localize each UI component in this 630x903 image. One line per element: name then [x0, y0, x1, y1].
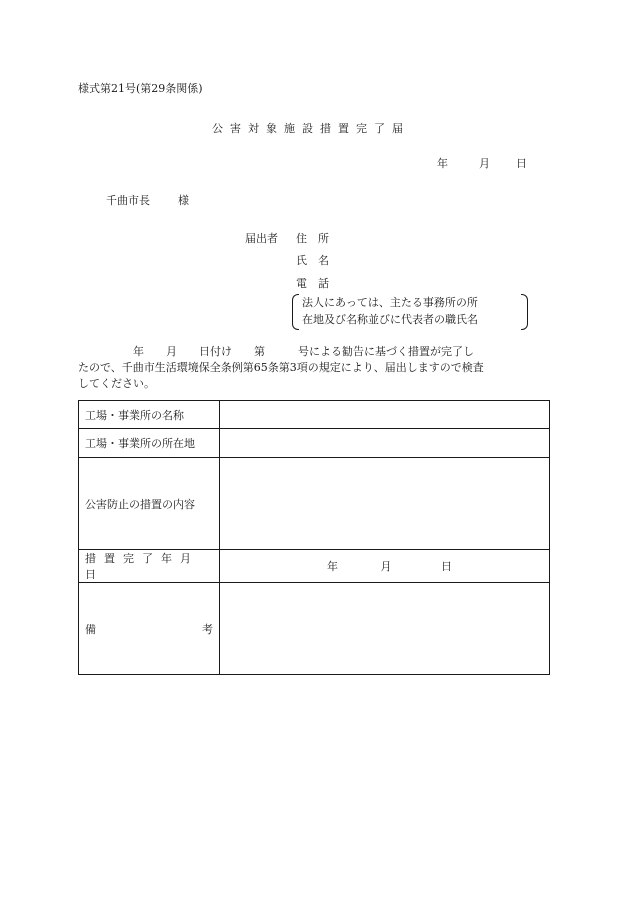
remarks-label-a: 備	[85, 622, 96, 636]
name-label: 氏 名	[296, 254, 329, 267]
remarks-label-b: 考	[202, 622, 213, 636]
measures-content-field[interactable]	[220, 458, 550, 550]
completion-date-label: 措置完了年月日	[79, 550, 220, 583]
table-row	[79, 458, 550, 550]
table-row	[79, 401, 550, 429]
remarks-label	[79, 583, 220, 675]
paragraph-line-1: 年 月 日付け 第 号による勧告に基づく措置が完了し	[78, 345, 474, 358]
table-row	[79, 550, 550, 583]
date-day: 日	[516, 157, 527, 170]
facility-name-field[interactable]	[220, 401, 550, 429]
left-bracket	[292, 294, 299, 330]
date-year: 年	[437, 157, 448, 170]
addressee-name: 千曲市長	[106, 194, 150, 207]
form-table	[78, 400, 550, 675]
completion-date-field[interactable]	[220, 550, 550, 583]
facility-name-label: 工場・事業所の名称	[79, 401, 220, 429]
completion-day: 日	[441, 560, 452, 573]
measures-content-label: 公害防止の措置の内容	[79, 458, 220, 550]
body-paragraph	[78, 344, 558, 392]
facility-address-label: 工場・事業所の所在地	[79, 429, 220, 458]
notifier-label: 届出者	[245, 232, 278, 245]
note-line-1: 法人にあっては、主たる事務所の所	[302, 296, 478, 309]
completion-year: 年	[327, 560, 338, 573]
paragraph-line-3: してください。	[78, 377, 155, 390]
date-month: 月	[479, 157, 490, 170]
corporation-note	[292, 293, 528, 331]
paragraph-line-2: たので、千曲市生活環境保全条例第65条第3項の規定により、届出しますので検査	[78, 361, 484, 374]
address-label: 住 所	[296, 232, 329, 245]
form-number: 様式第21号(第29条関係)	[78, 82, 203, 95]
table-row	[79, 583, 550, 675]
document-title: 公害対象施設措置完了届	[212, 122, 410, 135]
completion-month: 月	[380, 560, 392, 573]
facility-address-field[interactable]	[220, 429, 550, 458]
table-row	[79, 429, 550, 458]
addressee-honorific: 様	[178, 194, 189, 207]
note-line-2: 在地及び名称並びに代表者の職氏名	[302, 313, 478, 326]
right-bracket	[521, 294, 528, 330]
remarks-field[interactable]	[220, 583, 550, 675]
phone-label: 電 話	[296, 277, 329, 290]
